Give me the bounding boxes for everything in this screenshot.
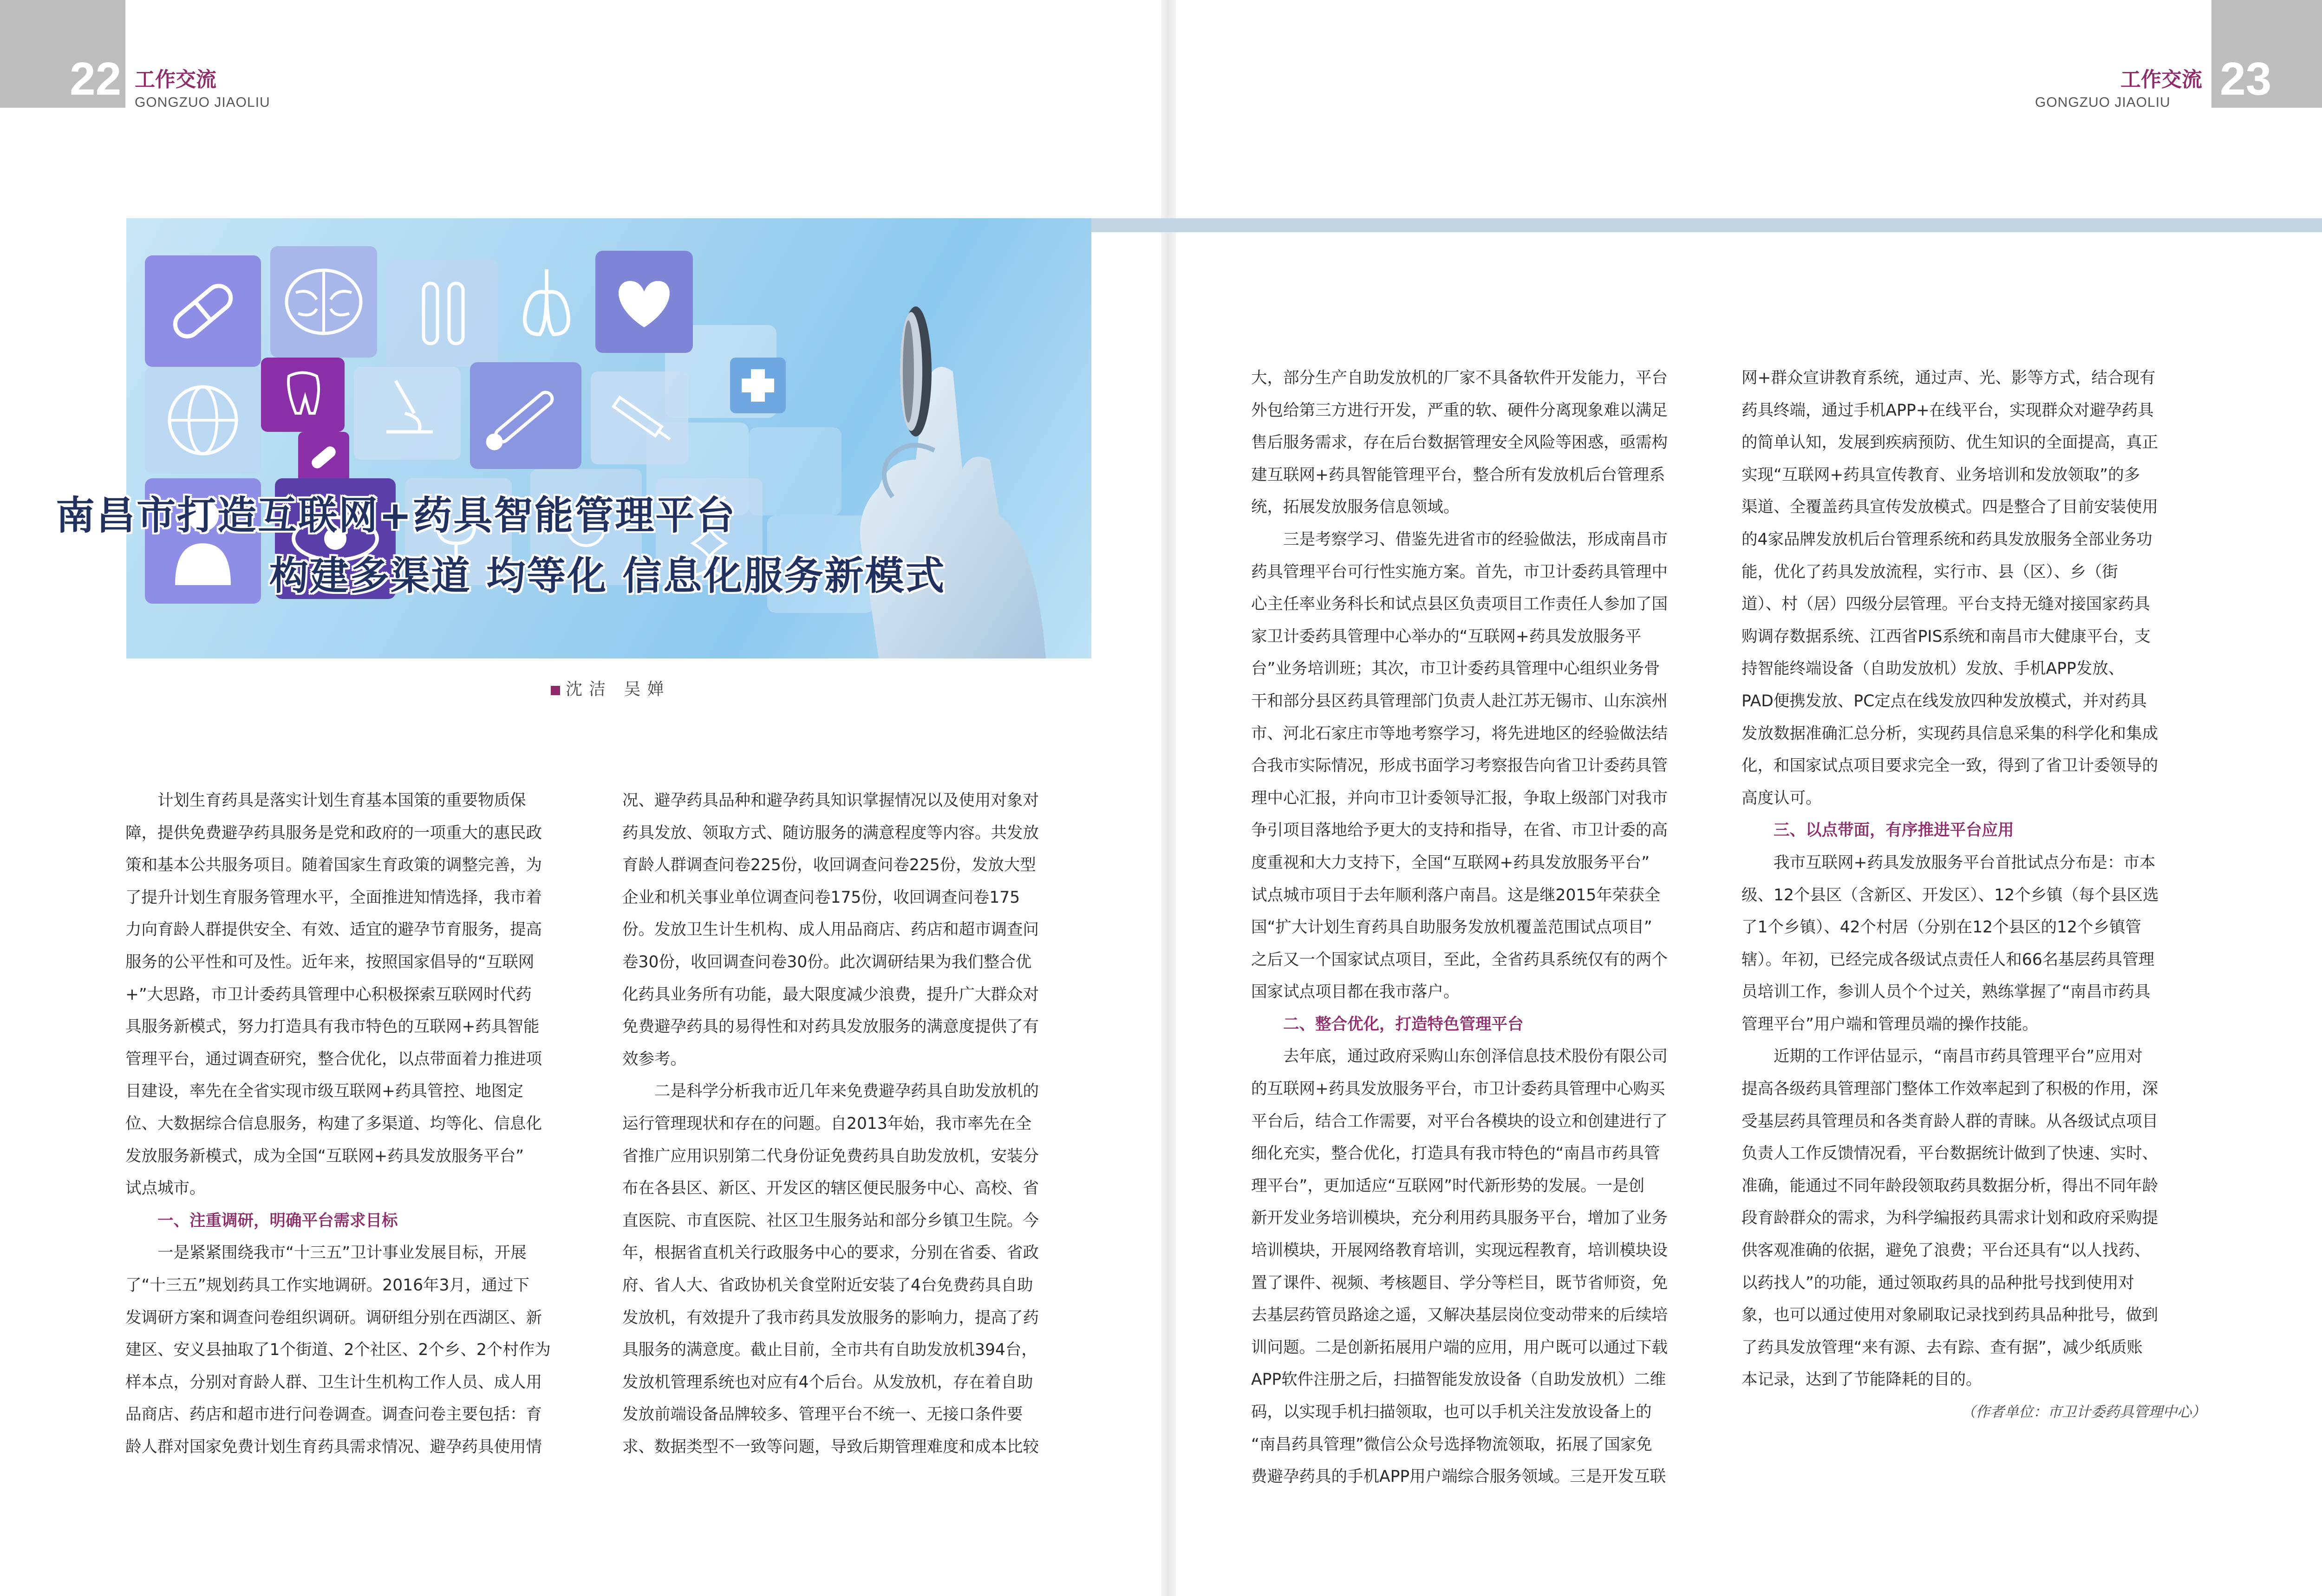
text-line: 省推广应用识别第二代身份证免费药具自助发放机，安装分 — [622, 1147, 1039, 1166]
text-line: 龄人群对国家免费计划生育药具需求情况、避孕药具使用情 — [125, 1437, 542, 1456]
globe-icon — [145, 367, 261, 474]
text-line: 管理平台，通过调查研究，整合优化，以点带面着力推进项 — [125, 1049, 542, 1068]
syringe-icon — [591, 371, 688, 464]
brain-icon — [270, 246, 377, 358]
text-line: 网+群众宣讲教育系统，通过声、光、影等方式，结合现有 — [1742, 369, 2156, 387]
text-line: 直医院、市直医院、社区卫生服务站和部分乡镇卫生院。今 — [622, 1211, 1039, 1230]
text-line: 服务的公平性和可及性。近年来，按照国家倡导的“互联网 — [125, 952, 535, 971]
text-line: +”大思路，市卫计委药具管理中心积极探索互联网时代药 — [125, 985, 532, 1004]
text-line: 企业和机关事业单位调查问卷175份，收回调查问卷175 — [622, 888, 1020, 907]
text-line: 理平台”，更加适应“互联网”时代新形势的发展。一是创 — [1251, 1176, 1645, 1195]
text-line: 了提升计划生育服务管理水平，全面推进知情选择，我市着 — [125, 888, 542, 907]
text-line: 码，以实现手机扫描领取，也可以手机关注发放设备上的 — [1251, 1403, 1652, 1421]
text-line: 度重视和大力支持下，全国“互联网+药具发放服务平台” — [1251, 853, 1650, 872]
text-line: “南昌药具管理”微信公众号选择物流领取，拓展了国家免 — [1251, 1435, 1652, 1454]
text-line: 药具终端，通过手机APP+在线平台，实现群众对避孕药具 — [1742, 401, 2154, 420]
text-line: 以药找人”的功能，通过领取药具的品种批号找到使用对 — [1742, 1273, 2134, 1292]
pill-icon — [145, 255, 261, 367]
text-line: 级、12个县区（含新区、开发区）、12个乡镇（每个县区选 — [1742, 886, 2159, 905]
text-column-3 — [1251, 362, 1715, 1493]
text-line: 品商店、药店和超市进行问卷调查。调查问卷主要包括：育 — [125, 1405, 542, 1424]
text-column-4 — [1742, 362, 2206, 1429]
text-line: 了“十三五”规划药具工作实地调研。2016年3月，通过下 — [125, 1276, 529, 1295]
text-line: 培训模块，开展网络教育培训，实现远程教育，培训模块设 — [1251, 1241, 1668, 1260]
text-line: 提高各级药具管理部门整体工作效率起到了积极的作用，深 — [1742, 1080, 2158, 1099]
lungs-icon — [525, 269, 568, 334]
text-line: 干和部分县区药具管理部门负责人赴江苏无锡市、山东滨州 — [1251, 691, 1668, 710]
text-line: 效参考。 — [622, 1049, 686, 1068]
article-title-line1: 南昌市打造互联网+药具智能管理平台 — [56, 493, 737, 538]
text-line: 了药具发放管理“来有源、去有踪、查有据”，减少纸质账 — [1742, 1338, 2143, 1357]
text-line: 新开发业务培训模块，充分利用药具服务平台，增加了业务 — [1251, 1209, 1668, 1228]
section-pinyin-right: GONGZUO JIAOLIU — [2035, 95, 2171, 110]
text-line: 年，根据省直机关行政服务中心的要求，分别在省委、省政 — [622, 1244, 1039, 1263]
text-line: 供客观准确的依据，避免了浪费；平台还具有“以人找药、 — [1742, 1241, 2151, 1260]
text-line: 发放服务新模式，成为全国“互联网+药具发放服务平台” — [125, 1147, 524, 1166]
text-line: APP软件注册之后，扫描智能发放设备（自助发放机）二维 — [1251, 1370, 1666, 1389]
text-line: 障，提供免费避孕药具服务是党和政府的一项重大的惠民政 — [125, 823, 542, 842]
text-line: 合我市实际情况，形成书面学习考察报告向省卫计委药具管 — [1251, 756, 1668, 775]
text-line: 准确，能通过不同年龄段领取药具数据分析，得出不同年龄 — [1742, 1176, 2158, 1195]
text-line: 高度认可。 — [1742, 788, 1822, 808]
text-line: 一是紧紧围绕我市“十三五”卫计事业发展目标，开展 — [157, 1244, 527, 1263]
text-line: 渠道、全覆盖药具宣传发放模式。四是整合了目前安装使用 — [1742, 498, 2158, 517]
article-authors — [551, 676, 670, 700]
text-line: 平台后，结合工作需要，对平台各模块的设立和创建进行了 — [1251, 1112, 1668, 1131]
text-line: 国“扩大计划生育药具自助服务发放机覆盖范围试点项目” — [1251, 918, 1652, 937]
text-line: 受基层药具管理员和各类育龄人群的青睐。从各级试点项目 — [1742, 1112, 2158, 1131]
text-line: 大，部分生产自助发放机的厂家不具备软件开发能力，平台 — [1251, 369, 1668, 387]
text-line: 发放机管理系统也对应有4个后台。从发放机，存在着自助 — [622, 1373, 1033, 1392]
text-line: 辖）。年初，已经完成各级试点责任人和66名基层药具管理 — [1742, 950, 2155, 969]
author-marker-icon — [551, 686, 560, 695]
text-line: 卷30份，收回调查问卷30份。此次调研结果为我们整合优 — [622, 952, 1032, 971]
text-line: 象，也可以通过使用对象刷取记录找到药具品种批号，做到 — [1742, 1306, 2158, 1325]
text-line: 心主任率业务科长和试点县区负责项目工作责任人参加了国 — [1251, 595, 1668, 614]
text-line: 理中心汇报，并向市卫计委领导汇报，争取上级部门对我市 — [1251, 788, 1668, 808]
text-line: 的简单认知，发展到疾病预防、优生知识的全面提高，真正 — [1742, 433, 2158, 452]
text-line: 统，拓展发放服务信息领域。 — [1251, 498, 1460, 517]
text-line: 外包给第三方进行开发，严重的软、硬件分离现象难以满足 — [1251, 401, 1668, 420]
text-column-1 — [125, 785, 590, 1463]
text-line: 力向育龄人群提供安全、有效、适宜的避孕节育服务，提高 — [125, 920, 542, 939]
text-line: 发放数据准确汇总分析，实现药具信息采集的科学化和集成 — [1742, 724, 2158, 743]
text-line: 细化充实，整合优化，打造具有我市特色的“南昌市药具管 — [1251, 1144, 1660, 1163]
text-line: 样本点，分别对育龄人群、卫生计生机构工作人员、成人用 — [125, 1373, 542, 1392]
text-line: 具服务新模式，努力打造具有我市特色的互联网+药具智能 — [125, 1017, 540, 1036]
text-line: 二是科学分析我市近几年来免费避孕药具自助发放机的 — [654, 1082, 1039, 1101]
section-title-left: 工作交流 — [135, 68, 216, 91]
text-line: 具服务的满意度。截止目前，全市共有自助发放机394台， — [622, 1341, 1037, 1360]
text-line: 布在各县区、新区、开发区的辖区便民服务中心、高校、省 — [622, 1179, 1039, 1198]
page-number-left: 22 — [70, 53, 122, 105]
text-line: 策和基本公共服务项目。随着国家生育政策的调整完善，为 — [125, 856, 542, 875]
text-line: 育龄人群调查问卷225份，收回调查问卷225份，发放大型 — [622, 856, 1036, 875]
text-line: 发调研方案和调查问卷组织调研。调研组分别在西湖区、新 — [125, 1308, 542, 1327]
text-line: 建区、安义县抽取了1个街道、2个社区、2个乡、2个村作为 — [125, 1341, 551, 1360]
text-line: 争引项目落地给予更大的支持和指导，在省、市卫计委的高 — [1251, 821, 1668, 840]
decorative-top-bar — [1091, 218, 2322, 232]
thermometer-icon — [470, 362, 581, 469]
text-line: 国家试点项目都在我市落户。 — [1251, 983, 1460, 1002]
text-line: 份。发放卫生计生机构、成人用品商店、药店和超市调查问 — [622, 920, 1039, 939]
text-line: 发放前端设备品牌较多、管理平台不统一、无接口条件要 — [622, 1405, 1023, 1424]
text-line: 实现“互联网+药具宣传教育、业务培训和发放领取”的多 — [1742, 465, 2140, 484]
text-line: 建互联网+药具智能管理平台，整合所有发放机后台管理系 — [1251, 465, 1665, 484]
stethoscope-head-icon — [900, 306, 932, 436]
text-line: 台”业务培训班；其次，市卫计委药具管理中心组织业务骨 — [1251, 659, 1660, 678]
text-line: 售后服务需求，存在后台数据管理安全风险等困惑，亟需构 — [1251, 433, 1668, 452]
text-line: 道）、村（居）四级分层管理。平台支持无缝对接国家药具 — [1742, 595, 2150, 614]
text-column-2 — [622, 785, 1087, 1463]
text-line: 化药具业务所有功能，最大限度减少浪费，提升广大群众对 — [622, 985, 1039, 1004]
text-line: 段育龄群众的需求，为科学编报药具需求计划和政府采购提 — [1742, 1209, 2158, 1228]
author-names: 沈洁 吴婵 — [566, 680, 671, 699]
section-title-right: 工作交流 — [2120, 68, 2202, 91]
text-line: 市、河北石家庄市等地考察学习，将先进地区的经验做法结 — [1251, 724, 1668, 743]
text-line: 的4家品牌发放机后台管理系统和药具发放服务全部业务功 — [1742, 530, 2152, 549]
spine-gutter — [1161, 0, 1176, 1596]
text-line: PAD便携发放、PC定点在线发放四种发放模式，并对药具 — [1742, 691, 2147, 710]
article-title-line2: 构建多渠道 均等化 信息化服务新模式 — [269, 553, 946, 599]
section-heading: 一、注重调研，明确平台需求目标 — [157, 1211, 398, 1230]
text-line: 购调存数据系统、江西省PIS系统和南昌市大健康平台，支 — [1742, 627, 2151, 646]
text-line: 三是考察学习、借鉴先进省市的经验做法，形成南昌市 — [1283, 530, 1668, 549]
text-line: 发放机，有效提升了我市药具发放服务的影响力，提高了药 — [622, 1308, 1039, 1327]
test-tube-icon — [386, 260, 498, 367]
text-line: 府、省人大、省政协机关食堂附近安装了4台免费药具自助 — [622, 1276, 1033, 1295]
text-line: 试点城市。 — [125, 1179, 206, 1198]
text-line: 去基层药管员路途之遥，又解决基层岗位变动带来的后续培 — [1251, 1306, 1668, 1325]
text-line: 去年底，通过政府采购山东创泽信息技术股份有限公司 — [1283, 1047, 1668, 1066]
text-line: 我市互联网+药具发放服务平台首批试点分布是：市本 — [1774, 853, 2156, 872]
text-line: 计划生育药具是落实计划生育基本国策的重要物质保 — [157, 791, 526, 810]
text-line: 能，优化了药具发放流程，实行市、县（区）、乡（街 — [1742, 562, 2118, 581]
tooth-icon — [261, 358, 345, 432]
author-affiliation: （作者单位：市卫计委药具管理中心） — [1961, 1404, 2206, 1420]
text-line: 试点城市项目于去年顺利落户南昌。这是继2015年荣获全 — [1251, 886, 1661, 905]
text-line: 负责人工作反馈情况看，平台数据统计做到了快速、实时、 — [1742, 1144, 2158, 1163]
page-number-right: 23 — [2220, 53, 2272, 105]
text-line: 了1个乡镇）、42个村居（分别在12个县区的12个乡镇管 — [1742, 918, 2141, 937]
microscope-icon — [354, 367, 461, 460]
heart-icon — [595, 251, 693, 353]
text-line: 管理平台”用户端和管理员端的操作技能。 — [1742, 1015, 2038, 1034]
text-line: 训问题。二是创新拓展用户端的应用，用户既可以通过下载 — [1251, 1338, 1668, 1357]
section-heading: 三、以点带面，有序推进平台应用 — [1774, 821, 2014, 840]
text-line: 持智能终端设备（自助发放机）发放、手机APP发放、 — [1742, 659, 2125, 678]
text-line: 员培训工作，参训人员个个过关，熟练掌握了“南昌市药具 — [1742, 983, 2151, 1002]
text-line: 化，和国家试点项目要求完全一致，得到了省卫计委领导的 — [1742, 756, 2158, 775]
gloved-hand-illustration — [860, 306, 1046, 658]
text-line: 本记录，达到了节能降耗的目的。 — [1742, 1370, 1982, 1389]
text-line: 费避孕药具的手机APP用户端综合服务领域。三是开发互联 — [1251, 1467, 1666, 1486]
section-pinyin-left: GONGZUO JIAOLIU — [135, 95, 270, 110]
text-line: 位、大数据综合信息服务，构建了多渠道、均等化、信息化 — [125, 1114, 542, 1133]
section-heading: 二、整合优化，打造特色管理平台 — [1283, 1015, 1524, 1034]
text-line: 置了课件、视频、考核题目、学分等栏目，既节省师资，免 — [1251, 1273, 1668, 1292]
text-line: 家卫计委药具管理中心举办的“互联网+药具发放服务平 — [1251, 627, 1642, 646]
medical-cross-icon — [730, 358, 786, 413]
text-line: 药具发放、领取方式、随访服务的满意程度等内容。共发放 — [622, 823, 1039, 842]
text-line: 药具管理平台可行性实施方案。首先，市卫计委药具管理中 — [1251, 562, 1668, 581]
text-line: 之后又一个国家试点项目，至此，全省药具系统仅有的两个 — [1251, 950, 1668, 969]
text-line: 的互联网+药具发放服务平台，市卫计委药具管理中心购买 — [1251, 1080, 1665, 1099]
text-line: 运行管理现状和存在的问题。自2013年始，我市率先在全 — [622, 1114, 1032, 1133]
text-line: 况、避孕药具品种和避孕药具知识掌握情况以及使用对象对 — [622, 791, 1039, 810]
text-line: 求、数据类型不一致等问题，导致后期管理难度和成本比较 — [622, 1437, 1039, 1456]
text-line: 免费避孕药具的易得性和对药具发放服务的满意度提供了有 — [622, 1017, 1039, 1036]
text-line: 目建设，率先在全省实现市级互联网+药具管控、地图定 — [125, 1082, 523, 1101]
bandage-icon — [298, 432, 349, 483]
text-line: 近期的工作评估显示，“南昌市药具管理平台”应用对 — [1774, 1047, 2143, 1066]
